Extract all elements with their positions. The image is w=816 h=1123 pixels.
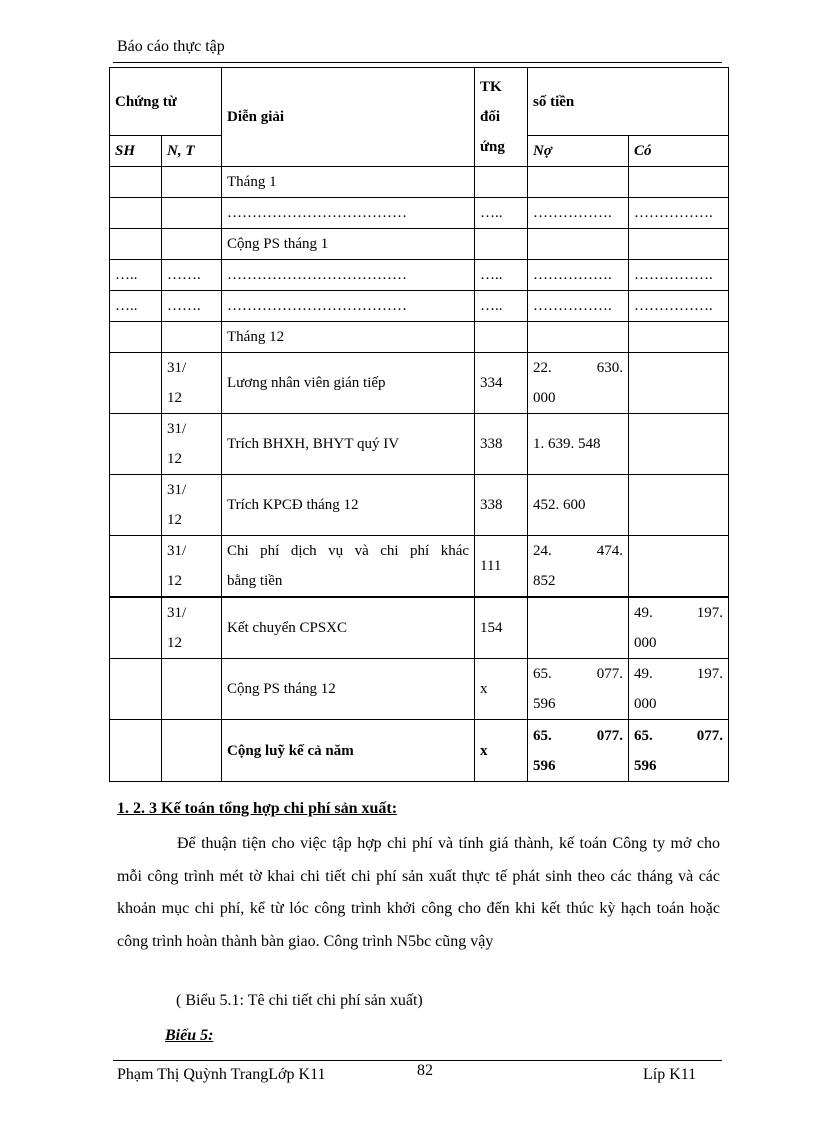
cell-nt: 31/ 12 — [162, 536, 222, 598]
cell-no — [528, 167, 629, 198]
header-no: Nợ — [528, 136, 629, 167]
cell-no: ……………. — [528, 291, 629, 322]
cell-nt: ……. — [162, 260, 222, 291]
footer-class: Líp K11 — [643, 1066, 697, 1083]
table-row — [110, 167, 729, 198]
table-row — [110, 198, 729, 229]
cell-sh — [110, 229, 162, 260]
cell-desc: Lương nhân viên gián tiếp — [222, 353, 475, 414]
table-row — [110, 475, 729, 536]
cell-tk — [475, 167, 528, 198]
cell-desc: ……………………………… — [222, 260, 475, 291]
cell-sh — [110, 475, 162, 536]
cell-desc: Trích BHXH, BHYT quý IV — [222, 414, 475, 475]
table-row — [110, 353, 729, 414]
cell-desc: ……………………………… — [222, 198, 475, 229]
cell-nt — [162, 322, 222, 353]
cell-sh — [110, 536, 162, 598]
cell-sh — [110, 167, 162, 198]
cell-sh — [110, 322, 162, 353]
cell-no: ……………. — [528, 260, 629, 291]
cell-sh — [110, 720, 162, 782]
cell-co: ……………. — [629, 291, 729, 322]
table-row — [110, 536, 729, 598]
cell-nt — [162, 198, 222, 229]
cell-sh — [110, 414, 162, 475]
cell-no: 65. 077. 596 — [528, 659, 629, 720]
footer-page-number: 82 — [417, 1062, 433, 1079]
cell-desc: Cộng PS tháng 1 — [222, 229, 475, 260]
cell-nt — [162, 167, 222, 198]
cell-no: 24. 474. 852 — [528, 536, 629, 598]
cell-no: 22. 630. 000 — [528, 353, 629, 414]
cell-desc: Chi phí dịch vụ và chi phí khác bằng tiền — [222, 536, 475, 598]
table-row — [110, 322, 729, 353]
cell-desc: Tháng 1 — [222, 167, 475, 198]
cell-co — [629, 475, 729, 536]
cell-nt — [162, 659, 222, 720]
cell-nt — [162, 720, 222, 782]
cell-tk: x — [475, 659, 528, 720]
cell-tk: 334 — [475, 353, 528, 414]
table-row — [110, 720, 729, 782]
cell-sh: ….. — [110, 260, 162, 291]
cell-tk: 338 — [475, 414, 528, 475]
cell-nt: 31/ 12 — [162, 475, 222, 536]
cell-tk: ….. — [475, 291, 528, 322]
cell-sh: ….. — [110, 291, 162, 322]
header-nt: N, T — [162, 136, 222, 167]
cell-sh — [110, 198, 162, 229]
cell-no — [528, 229, 629, 260]
table-row — [110, 291, 729, 322]
cell-sh — [110, 353, 162, 414]
table-row — [110, 659, 729, 720]
cell-no: 1. 639. 548 — [528, 414, 629, 475]
table-row — [110, 414, 729, 475]
cell-tk — [475, 322, 528, 353]
cell-no: 65. 077. 596 — [528, 720, 629, 782]
cell-desc: Trích KPCĐ tháng 12 — [222, 475, 475, 536]
footer-rule — [113, 1060, 722, 1061]
table-row — [110, 260, 729, 291]
table-row — [110, 597, 729, 659]
cell-co: ……………. — [629, 260, 729, 291]
cell-desc: Tháng 12 — [222, 322, 475, 353]
cell-no: 452. 600 — [528, 475, 629, 536]
cell-co: ……………. — [629, 198, 729, 229]
ledger-table — [109, 67, 729, 782]
cell-co: 49. 197. 000 — [629, 659, 729, 720]
cell-tk: ….. — [475, 260, 528, 291]
cell-tk: x — [475, 720, 528, 782]
cell-co — [629, 167, 729, 198]
cell-nt — [162, 229, 222, 260]
cell-tk: 154 — [475, 597, 528, 659]
cell-nt: 31/ 12 — [162, 414, 222, 475]
cell-desc: ……………………………… — [222, 291, 475, 322]
section-heading: 1. 2. 3 Kế toán tổng hợp chi phí sản xuất: — [117, 800, 398, 817]
cell-tk — [475, 229, 528, 260]
cell-tk: ….. — [475, 198, 528, 229]
cell-no — [528, 322, 629, 353]
cell-no: ……………. — [528, 198, 629, 229]
cell-nt: ……. — [162, 291, 222, 322]
page-header: Báo cáo thực tập — [117, 38, 225, 55]
figure-note: ( Biểu 5.1: Tê chi tiết chi phí sản xuất) — [176, 992, 423, 1009]
table-row — [110, 229, 729, 260]
header-sh: SH — [110, 136, 162, 167]
cell-desc: Cộng luỹ kế cả năm — [222, 720, 475, 782]
header-rule — [113, 62, 722, 63]
section-paragraph: Để thuận tiện cho việc tập hợp chi phí và tính giá thành, kế toán Công ty mở cho mỗi công trình mét tờ khai chi tiết chi phí sản xuất thực tế phát sinh theo các tháng và các khoản mục chi phí, kể từ lóc công trình khởi công cho đến khi kết thúc kỳ hạch toán hoặc công trình hoàn thành bàn giao. Công trình N5bc cũng vậy — [117, 835, 720, 950]
header-chung-tu: Chứng từ — [110, 68, 222, 136]
cell-no — [528, 597, 629, 659]
cell-desc: Kết chuyển CPSXC — [222, 597, 475, 659]
figure-label: Biểu 5: — [165, 1027, 214, 1044]
header-co: Có — [629, 136, 729, 167]
cell-tk: 338 — [475, 475, 528, 536]
header-so-tien: số tiền — [528, 68, 729, 136]
cell-nt: 31/ 12 — [162, 597, 222, 659]
cell-co: 49. 197. 000 — [629, 597, 729, 659]
header-tk-doi-ung: TK đối ứng — [475, 68, 528, 167]
cell-tk: 111 — [475, 536, 528, 598]
cell-sh — [110, 597, 162, 659]
cell-co: 65. 077. 596 — [629, 720, 729, 782]
cell-co — [629, 322, 729, 353]
header-dien-giai: Diễn giải — [222, 68, 475, 167]
footer-author: Phạm Thị Quỳnh TrangLớp K11 — [117, 1066, 326, 1083]
cell-co — [629, 414, 729, 475]
cell-co — [629, 353, 729, 414]
cell-co — [629, 229, 729, 260]
cell-sh — [110, 659, 162, 720]
cell-nt: 31/ 12 — [162, 353, 222, 414]
cell-desc: Cộng PS tháng 12 — [222, 659, 475, 720]
cell-co — [629, 536, 729, 598]
